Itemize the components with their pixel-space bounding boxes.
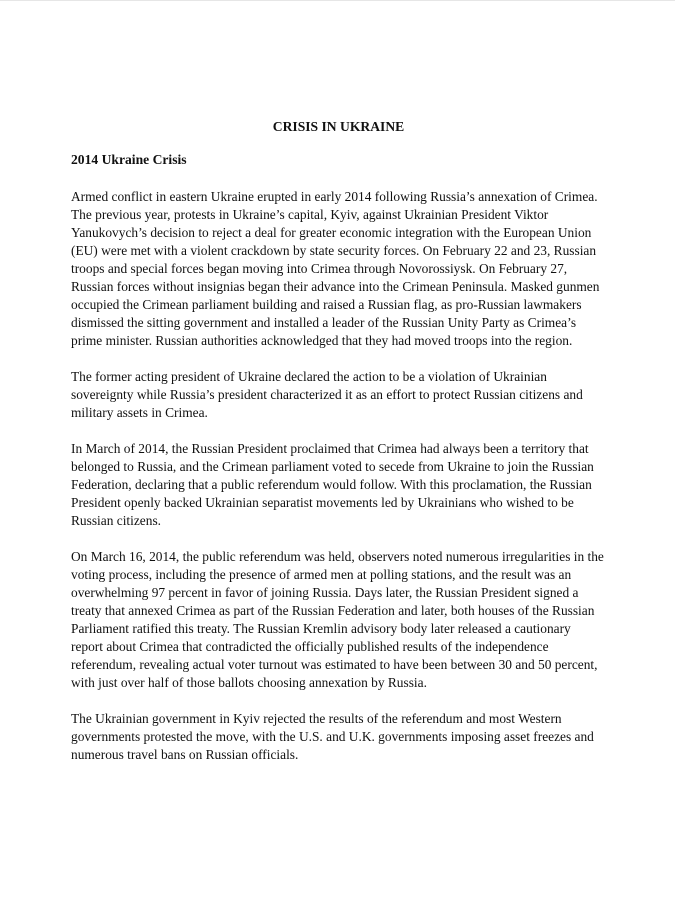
paragraph-annexation-overview: Armed conflict in eastern Ukraine erupted in early 2014 following Russia’s annexation of Crimea. The previous year, protests in Ukraine’s capital, Kyiv, against Ukrainian President Viktor Yanukovych’s decision to reject a deal for greater economic integration with the European Union (EU) were met with a violent crackdown by state security forces. On February 22 and 23, Russian troops and special forces began moving into Crimea through Novorossiysk. On February 27, Russian forces without insignias began their advance into the Crimean Peninsula. Masked gunmen occupied the Crimean parliament building and raised a Russian flag, as pro-Russian lawmakers dismissed the sitting government and installed a leader of the Russian Unity Party as Crimea’s prime minister. Russian authorities acknowledged that they had moved troops into the region.	[71, 189, 600, 348]
section-heading: 2014 Ukraine Crisis	[71, 152, 187, 167]
paragraph-sovereignty-reaction: The former acting president of Ukraine declared the action to be a violation of Ukrainian sovereignty while Russia’s president characterized it as an effort to protect Russian citizens and military assets in Crimea.	[71, 369, 583, 420]
paragraph-western-response: The Ukrainian government in Kyiv rejected the results of the referendum and most Western governments protested the move, with the U.S. and U.K. governments imposing asset freezes and numerous travel bans on Russian officials.	[71, 711, 594, 762]
document-body	[71, 118, 606, 782]
document-title: CRISIS IN UKRAINE	[272, 119, 405, 134]
paragraph-march-proclamation: In March of 2014, the Russian President proclaimed that Crimea had always been a territory that belonged to Russia, and the Crimean parliament voted to secede from Ukraine to join the Russian Federation, declaring that a public referendum would follow. With this proclamation, the Russian President openly backed Ukrainian separatist movements led by Ukrainians who wished to be Russian citizens.	[71, 441, 594, 528]
paragraph-referendum: On March 16, 2014, the public referendum was held, observers noted numerous irregularities in the voting process, including the presence of armed men at polling stations, and the result was an overwhelming 97 percent in favor of joining Russia. Days later, the Russian President signed a treaty that annexed Crimea as part of the Russian Federation and later, both houses of the Russian Parliament ratified this treaty. The Russian Kremlin advisory body later released a cautionary report about Crimea that contradicted the officially published results of the independence referendum, revealing actual voter turnout was estimated to have been between 30 and 50 percent, with just over half of those ballots choosing annexation by Russia.	[71, 549, 604, 690]
